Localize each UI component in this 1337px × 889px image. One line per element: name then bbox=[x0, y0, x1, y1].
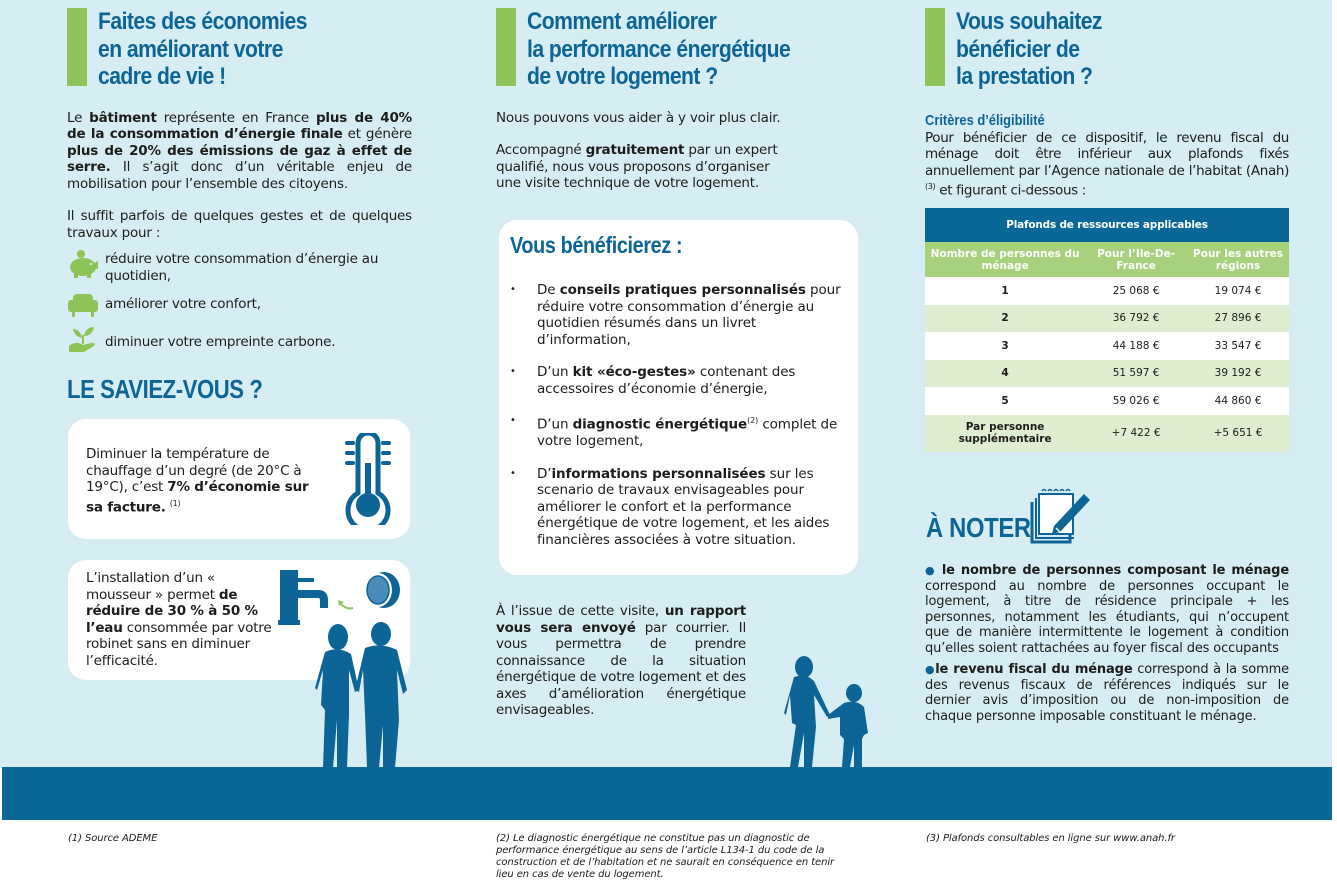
title-accent-bar bbox=[925, 8, 945, 86]
section-title-economies bbox=[67, 8, 412, 91]
column-performance bbox=[496, 0, 861, 192]
cell-other-regions: +5 651 € bbox=[1187, 415, 1289, 452]
action-label: réduire votre consommation d’énergie au quotidien, bbox=[105, 251, 379, 284]
action-item bbox=[67, 290, 412, 320]
cell-persons: 3 bbox=[925, 332, 1085, 360]
faucet-aerator-icon bbox=[278, 568, 403, 628]
action-label: améliorer votre confort, bbox=[105, 296, 261, 312]
cell-persons: 4 bbox=[925, 360, 1085, 388]
title-line: Comment améliorer bbox=[527, 8, 717, 35]
bullet-icon: • bbox=[510, 415, 516, 426]
piggy-bank-icon bbox=[67, 249, 99, 279]
table-row bbox=[925, 387, 1289, 415]
notepad-pencil-icon bbox=[1030, 488, 1092, 544]
action-item bbox=[67, 249, 412, 284]
notes-section bbox=[925, 563, 1289, 724]
intro-paragraph: Le bâtiment représente en France plus de 40% de la consommation d’énergie finale et génère plus de 20% des émissions de gaz à effet de serre. Il s’agit donc d’un véritable enjeu de mobilisation pour l’ensemble des citoyens. bbox=[67, 109, 413, 192]
title-line: bénéficier de bbox=[956, 35, 1080, 63]
cell-other-regions: 27 896 € bbox=[1187, 305, 1289, 333]
saviez-vous-heading: LE SAVIEZ-VOUS ? bbox=[67, 374, 263, 404]
table-title: Plafonds de ressources applicables bbox=[925, 208, 1289, 242]
bullet-icon: ● bbox=[925, 663, 936, 676]
section-title-prestation bbox=[925, 8, 1290, 91]
title-line: de votre logement ? bbox=[527, 63, 718, 90]
accompagne-paragraph: Accompagné gratuitement par un expert qualifié, nous vous proposons d’organiser une visite technique de votre logement. bbox=[496, 142, 778, 191]
cell-persons: 2 bbox=[925, 305, 1085, 333]
gestes-paragraph: Il suffit parfois de quelques gestes et de quelques travaux pour : bbox=[67, 208, 412, 241]
children-silhouette-illustration bbox=[784, 655, 874, 769]
title-line: en améliorant votre bbox=[98, 35, 283, 63]
cell-other-regions: 19 074 € bbox=[1187, 277, 1289, 305]
cell-other-regions: 33 547 € bbox=[1187, 332, 1289, 360]
note-item: ● le nombre de personnes composant le ménage correspond au nombre de personnes occupant le logement, à titre de résidence principale + les personnes, notamment les étudiants, qui n’occupent que de manière intermittente le logement à condition qu’elles soient rattachées au foyer fiscal des occupants bbox=[925, 563, 1289, 656]
cell-persons: Par personne supplémentaire bbox=[925, 415, 1085, 452]
help-paragraph: Nous pouvons vous aider à y voir plus clair. bbox=[496, 109, 781, 126]
title-accent-bar bbox=[496, 8, 516, 86]
tip-text: Diminuer la température de chauffage d’un degré (de 20°C à 19°C), c’est 7% d’économie sur sa facture. $^{(1)}$ bbox=[86, 446, 309, 515]
couple-silhouette-illustration bbox=[315, 620, 415, 770]
table-row bbox=[925, 277, 1289, 305]
benefits-list bbox=[507, 282, 847, 564]
noter-title: À NOTER bbox=[926, 512, 1031, 543]
title-line: Vous souhaitez bbox=[956, 8, 1102, 35]
note-item: ●le revenu fiscal du ménage correspond à la somme des revenus fiscaux de références indiqués sur le dernier avis d’imposition ou de non-imposition de chaque personne imposable constituant le ménage. bbox=[925, 662, 1289, 724]
cell-idf: 25 068 € bbox=[1085, 277, 1187, 305]
column-header: Nombre de personnes du ménage bbox=[925, 242, 1085, 277]
cell-idf: 59 026 € bbox=[1085, 387, 1187, 415]
armchair-icon bbox=[67, 290, 99, 320]
column-prestation bbox=[925, 0, 1290, 199]
cell-idf: +7 422 € bbox=[1085, 415, 1187, 452]
action-item bbox=[67, 324, 412, 354]
cell-idf: 51 597 € bbox=[1085, 360, 1187, 388]
hand-plant-icon bbox=[67, 324, 99, 354]
title-line: la performance énergétique bbox=[527, 35, 791, 63]
column-economies bbox=[67, 0, 412, 405]
cell-persons: 1 bbox=[925, 277, 1085, 305]
benefit-item: • D’un diagnostic énergétique$^{(2)}$ complet de votre logement, bbox=[510, 415, 838, 449]
cell-persons: 5 bbox=[925, 387, 1085, 415]
footnote-3: (3) Plafonds consultables en ligne sur www.anah.fr bbox=[926, 833, 1175, 844]
footnote-1: (1) Source ADEME bbox=[68, 833, 158, 844]
cell-other-regions: 44 860 € bbox=[1187, 387, 1289, 415]
bottom-band bbox=[2, 767, 1332, 820]
column-header: Pour les autres régions bbox=[1187, 242, 1289, 277]
tip-card-temperature bbox=[68, 419, 410, 539]
income-ceiling-table bbox=[925, 208, 1289, 452]
title-line: Faites des économies bbox=[98, 8, 307, 35]
table-row bbox=[925, 305, 1289, 333]
bullet-icon: • bbox=[510, 284, 516, 295]
section-title-performance bbox=[496, 8, 861, 91]
action-label: diminuer votre empreinte carbone. bbox=[105, 334, 336, 350]
title-line: la prestation ? bbox=[956, 63, 1093, 90]
cell-idf: 44 188 € bbox=[1085, 332, 1187, 360]
benefit-item: • D’un kit «éco-gestes» contenant des accessoires d’économie d’énergie, bbox=[510, 364, 796, 397]
tip-text: L’installation d’un « mousseur » permet de réduire de 30 % à 50 % l’eau consommée par votre robinet sans en diminuer l’efficacité. bbox=[86, 570, 272, 669]
criteria-heading: Critères d’éligibilité bbox=[925, 111, 1045, 129]
title-accent-bar bbox=[67, 8, 87, 86]
benefit-item: • De conseils pratiques personnalisés pour réduire votre consommation d’énergie au quotidien résumés dans un livret d’information, bbox=[510, 282, 841, 348]
benefit-item: • D’informations personnalisées sur les scenario de travaux envisageables pour améliorer le confort et la performance énergétique de votre logement, et les aides financières associées à votre situation. bbox=[510, 465, 830, 548]
cell-other-regions: 39 192 € bbox=[1187, 360, 1289, 388]
table-row bbox=[925, 360, 1289, 388]
rapport-paragraph: À l’issue de cette visite, un rapport vous sera envoyé par courrier. Il vous permettra de prendre connaissance de la situation énergétique de votre logement et des axes d’amélioration énergétique envisageables. bbox=[496, 603, 747, 718]
benefits-heading: Vous bénéficierez : bbox=[510, 232, 683, 258]
criteria-paragraph: Pour bénéficier de ce dispositif, le revenu fiscal du ménage doit être inférieur aux plafonds fixés annuellement par l’Agence nationale de l’habitat (Anah) $^{(3)}$ et figurant ci-dessous : bbox=[925, 129, 1289, 199]
column-header: Pour l’Ile-De-France bbox=[1085, 242, 1187, 277]
bullet-icon: • bbox=[510, 366, 516, 377]
footnote-2: (2) Le diagnostic énergétique ne constitue pas un diagnostic de performance énergétique au sens de l’article L134-1 du code de la construction et de l’habitation et ne saurait en conséquence en tenir lieu en cas de vente du logement. bbox=[496, 833, 835, 880]
thermometer-icon bbox=[343, 433, 393, 525]
table-row bbox=[925, 332, 1289, 360]
bullet-icon: ● bbox=[925, 564, 937, 577]
bullet-icon: • bbox=[510, 467, 516, 479]
benefits-card bbox=[499, 220, 858, 575]
table-row bbox=[925, 415, 1289, 452]
cell-idf: 36 792 € bbox=[1085, 305, 1187, 333]
title-line: cadre de vie ! bbox=[98, 63, 226, 90]
